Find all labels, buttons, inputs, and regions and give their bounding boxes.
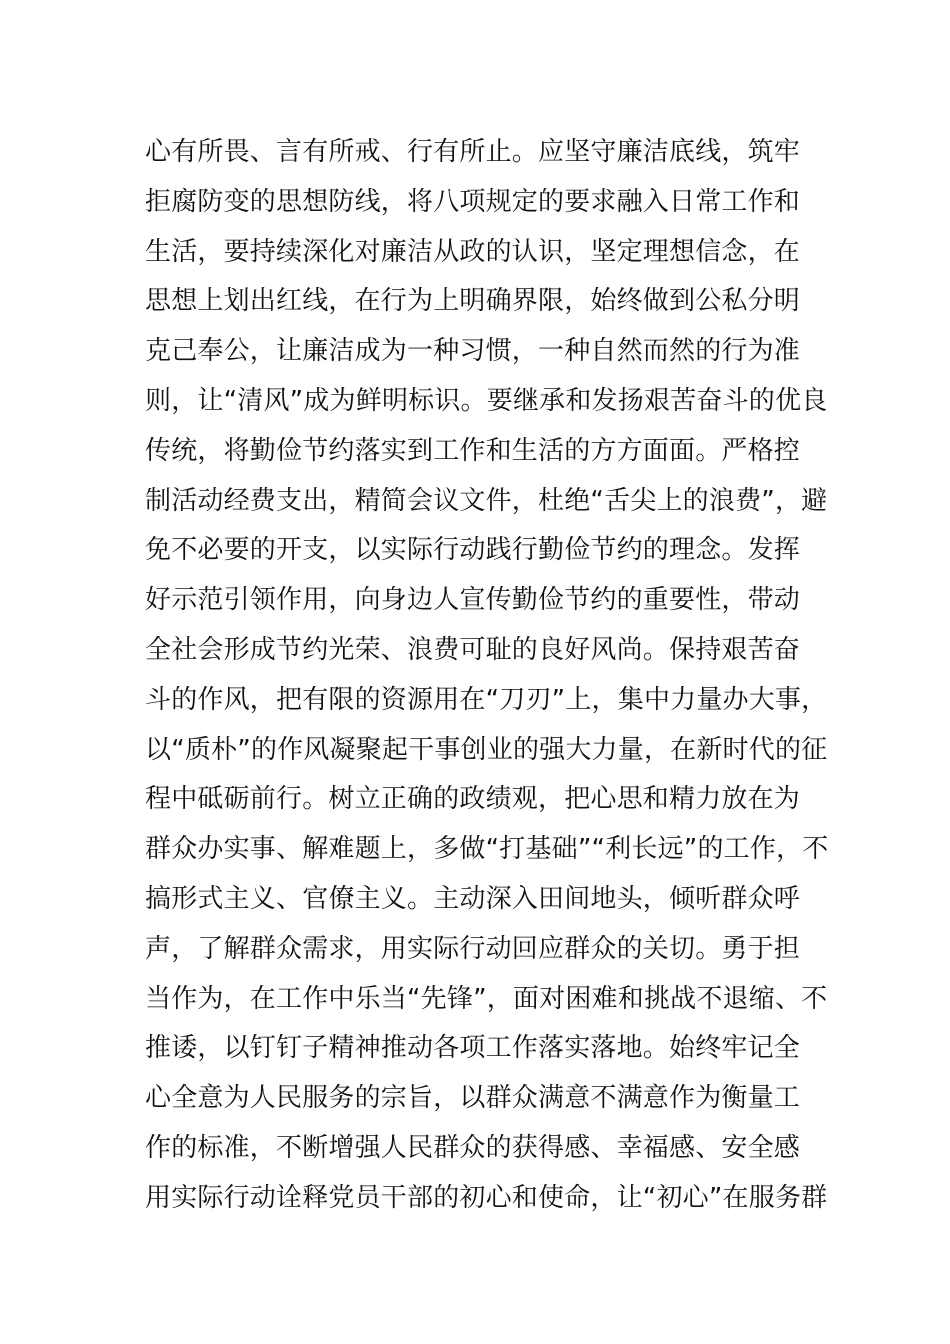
text-line-14: 程中砥砺前行。树立正确的政绩观，把心思和精力放在为	[145, 784, 801, 815]
text-line-15: 群众办实事、解难题上，多做“打基础”“利长远”的工作，不	[145, 834, 829, 865]
text-line-22: 用实际行动诠释党员干部的初心和使命，让“初心”在服务群	[145, 1182, 828, 1213]
text-line-5: 克己奉公，让廉洁成为一种习惯，一种自然而然的行为准	[145, 336, 801, 367]
body-paragraph	[145, 128, 829, 1224]
text-line-3: 生活，要持续深化对廉洁从政的认识，坚定理想信念，在	[145, 236, 801, 267]
text-line-11: 全社会形成节约光荣、浪费可耻的良好风尚。保持艰苦奋	[145, 634, 801, 665]
text-line-19: 推诿，以钉钉子精神推动各项工作落实落地。始终牢记全	[145, 1033, 801, 1064]
text-line-17: 声，了解群众需求，用实际行动回应群众的关切。勇于担	[145, 933, 801, 964]
text-line-2: 拒腐防变的思想防线，将八项规定的要求融入日常工作和	[145, 186, 801, 217]
text-line-6: 则，让“清风”成为鲜明标识。要继承和发扬艰苦奋斗的优良	[145, 385, 828, 416]
text-line-9: 免不必要的开支，以实际行动践行勤俭节约的理念。发挥	[145, 535, 801, 566]
text-line-10: 好示范引领作用，向身边人宣传勤俭节约的重要性，带动	[145, 585, 801, 616]
text-line-16: 搞形式主义、官僚主义。主动深入田间地头，倾听群众呼	[145, 883, 801, 914]
text-line-18: 当作为，在工作中乐当“先锋”，面对困难和挑战不退缩、不	[145, 983, 828, 1014]
text-line-12: 斗的作风，把有限的资源用在“刀刃”上，集中力量办大事，	[145, 684, 828, 715]
text-line-21: 作的标准，不断增强人民群众的获得感、幸福感、安全感	[145, 1132, 801, 1163]
text-line-8: 制活动经费支出，精简会议文件，杜绝“舌尖上的浪费”，避	[145, 485, 828, 516]
text-line-4: 思想上划出红线，在行为上明确界限，始终做到公私分明	[145, 286, 801, 317]
text-line-1: 心有所畏、言有所戒、行有所止。应坚守廉洁底线，筑牢	[145, 137, 801, 167]
text-line-13: 以“质朴”的作风凝聚起干事创业的强大力量，在新时代的征	[145, 734, 828, 765]
text-line-20: 心全意为人民服务的宗旨，以群众满意不满意作为衡量工	[145, 1083, 801, 1114]
text-line-7: 传统，将勤俭节约落实到工作和生活的方方面面。严格控	[145, 435, 801, 466]
